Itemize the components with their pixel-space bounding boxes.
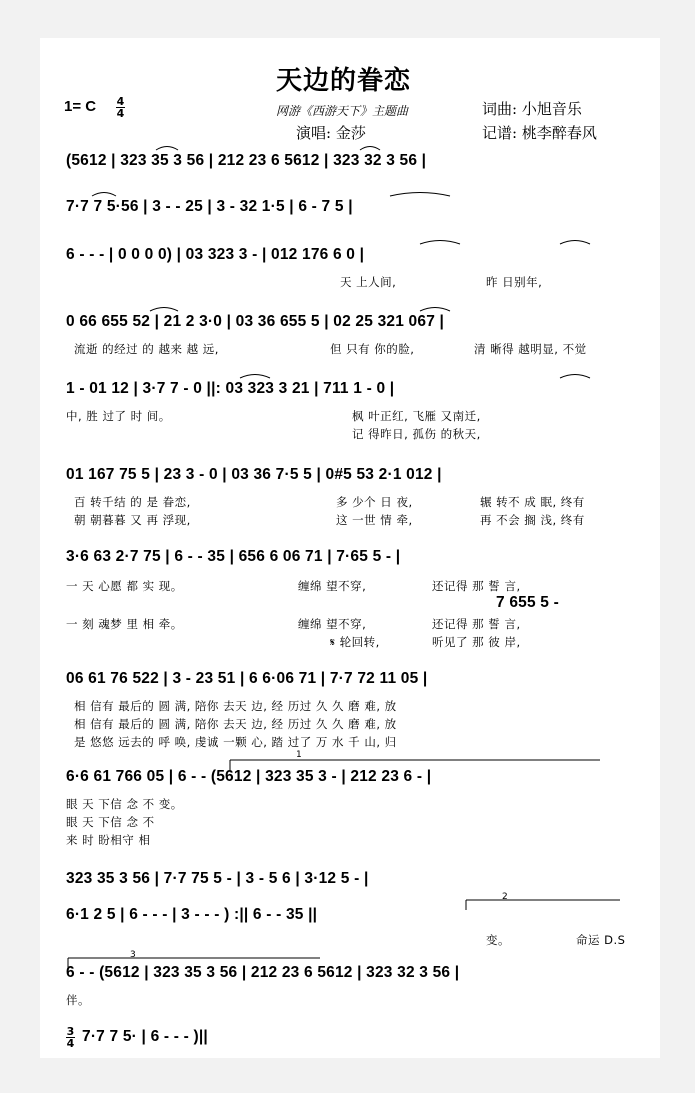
time-signature (116, 96, 125, 119)
lyrics-line-6-verse2-c: 再 不会 搁 浅, 终有 (480, 513, 585, 527)
staff-line-1-notes: (5612 | 323 35 3 56 | 212 23 6 5612 | 323 32 3 56 | (66, 152, 427, 169)
slur-arc (390, 193, 450, 197)
lyrics-line-12-a: 伴。 (66, 993, 90, 1007)
lyrics-line-4-c: 清 晰得 越明显, 不觉 (474, 342, 587, 356)
staff-line-7-alt-notes: 7 655 5 - (496, 594, 559, 611)
lyrics-line-11-a: 变。 (486, 933, 510, 947)
staff-line-5-notes: 1 - 01 12 | 3·7 7 - 0 ||: 03 323 3 21 | 711 1 - 0 | (66, 380, 395, 397)
staff-line-4-notes: 0 66 655 52 | 21 2 3·0 | 03 36 655 5 | 02 25 321 067 | (66, 313, 445, 330)
lyrics-line-7-verse3-a: 𝄋 轮回转, (330, 635, 380, 649)
lyrics-line-3-a: 天 上人间, (340, 275, 397, 289)
lyrics-line-9-verse3: 来 时 盼相守 相 (66, 833, 151, 847)
lyrics-line-4-a: 流逝 的经过 的 越来 越 远, (74, 342, 219, 356)
lyrics-line-5-verse2: 记 得昨日, 孤伤 的秋天, (352, 427, 481, 441)
lyrics-line-7-verse2-a: 一 刻 魂梦 里 相 牵。 (66, 617, 183, 631)
slur-arc (420, 308, 450, 312)
staff-line-7-notes: 3·6 63 2·7 75 | 6 - - 35 | 656 6 06 71 | 7·65 5 - | (66, 548, 401, 565)
lyrics-line-6-a: 百 转千结 的 是 眷恋, (74, 495, 191, 509)
lyrics-line-6-b: 多 少个 日 夜, (336, 495, 413, 509)
subtitle: 网游《西游天下》主题曲 (276, 104, 409, 118)
slur-arc (92, 193, 116, 197)
slur-arc (420, 241, 460, 245)
time-signature-change (66, 1026, 75, 1049)
slur-arc (240, 375, 270, 379)
lyrics-line-7-a: 一 天 心愿 都 实 现。 (66, 579, 183, 593)
score-sheet (40, 38, 660, 1058)
lyrics-line-7-verse3-b: 听见了 那 彼 岸, (432, 635, 521, 649)
singer: 演唱: 金莎 (296, 124, 366, 142)
staff-line-8-notes: 06 61 76 522 | 3 - 23 51 | 6 6·06 71 | 7·7 72 11 05 | (66, 670, 428, 687)
lyrics-line-11-b: 命运 D.S (576, 933, 626, 947)
staff-line-3-notes: 6 - - - | 0 0 0 0) | 03 323 3 - | 012 176 6 0 | (66, 246, 365, 263)
time-sig-top: 4 (116, 95, 125, 108)
staff-line-2-notes: 7·7 7 5·56 | 3 - - 25 | 3 - 32 1·5 | 6 - 7 5 | (66, 198, 353, 215)
lyrics-line-6-verse2-a: 朝 朝暮暮 又 再 浮现, (74, 513, 191, 527)
slur-arc (560, 375, 590, 379)
volta-3-label: 3 (130, 950, 137, 960)
time-sig-change-top: 3 (66, 1025, 75, 1038)
key-signature: 1= C (64, 98, 97, 115)
lyrics-line-8-verse2: 相 信有 最后的 圆 满, 陪你 去天 边, 经 历过 久 久 磨 难, 放 (74, 717, 397, 731)
staff-line-10-notes: 323 35 3 56 | 7·7 75 5 - | 3 - 5 6 | 3·12 5 - | (66, 870, 369, 887)
lyrics-line-8-verse3: 是 悠悠 远去的 呼 唤, 虔诚 一颗 心, 踏 过了 万 水 千 山, 归 (74, 735, 397, 749)
staff-line-13-notes: 7·7 7 5· | 6 - - - )|| (82, 1028, 208, 1045)
lyrics-line-7-c: 还记得 那 誓 言, (432, 579, 521, 593)
lyrics-line-9-verse1: 眼 天 下信 念 不 变。 (66, 797, 183, 811)
staff-line-11-notes: 6·1 2 5 | 6 - - - | 3 - - - ) :|| 6 - - 35 || (66, 906, 318, 923)
lyricist: 词曲: 小旭音乐 (482, 100, 582, 118)
lyrics-line-9-verse2: 眼 天 下信 念 不 (66, 815, 155, 829)
transcriber: 记谱: 桃李醉春风 (482, 124, 597, 142)
lyrics-line-6-c: 辗 转不 成 眠, 终有 (480, 495, 585, 509)
slur-arc (560, 241, 590, 245)
lyrics-line-6-verse2-b: 这 一世 情 牵, (336, 513, 413, 527)
lyrics-line-7-verse2-c: 还记得 那 誓 言, (432, 617, 521, 631)
slur-arc (360, 147, 380, 151)
lyrics-line-3-b: 昨 日别年, (486, 275, 543, 289)
staff-line-12-notes: 6 - - (5612 | 323 35 3 56 | 212 23 6 5612 | 323 32 3 56 | (66, 964, 460, 981)
time-sig-change-bottom: 4 (66, 1037, 75, 1050)
volta-2-label: 2 (502, 892, 509, 902)
lyrics-line-7-verse2-b: 缠绵 望不穿, (298, 617, 367, 631)
lyrics-line-5-b: 枫 叶正红, 飞雁 又南迁, (352, 409, 481, 423)
staff-line-9-notes: 6·6 61 766 05 | 6 - - (5612 | 323 35 3 - | 212 23 6 - | (66, 768, 432, 785)
lyrics-line-8-verse1: 相 信有 最后的 圆 满, 陪你 去天 边, 经 历过 久 久 磨 难, 放 (74, 699, 397, 713)
lyrics-line-7-b: 缠绵 望不穿, (298, 579, 367, 593)
song-title: 天边的眷恋 (276, 66, 412, 96)
staff-line-6-notes: 01 167 75 5 | 23 3 - 0 | 03 36 7·5 5 | 0#5 53 2·1 012 | (66, 466, 442, 483)
time-sig-bottom: 4 (116, 107, 125, 120)
volta-1-label: 1 (296, 750, 303, 760)
lyrics-line-5-a: 中, 胜 过了 时 间。 (66, 409, 171, 423)
lyrics-line-4-b: 但 只有 你的脸, (330, 342, 415, 356)
slur-arc (150, 308, 178, 312)
slur-arc (156, 147, 178, 151)
